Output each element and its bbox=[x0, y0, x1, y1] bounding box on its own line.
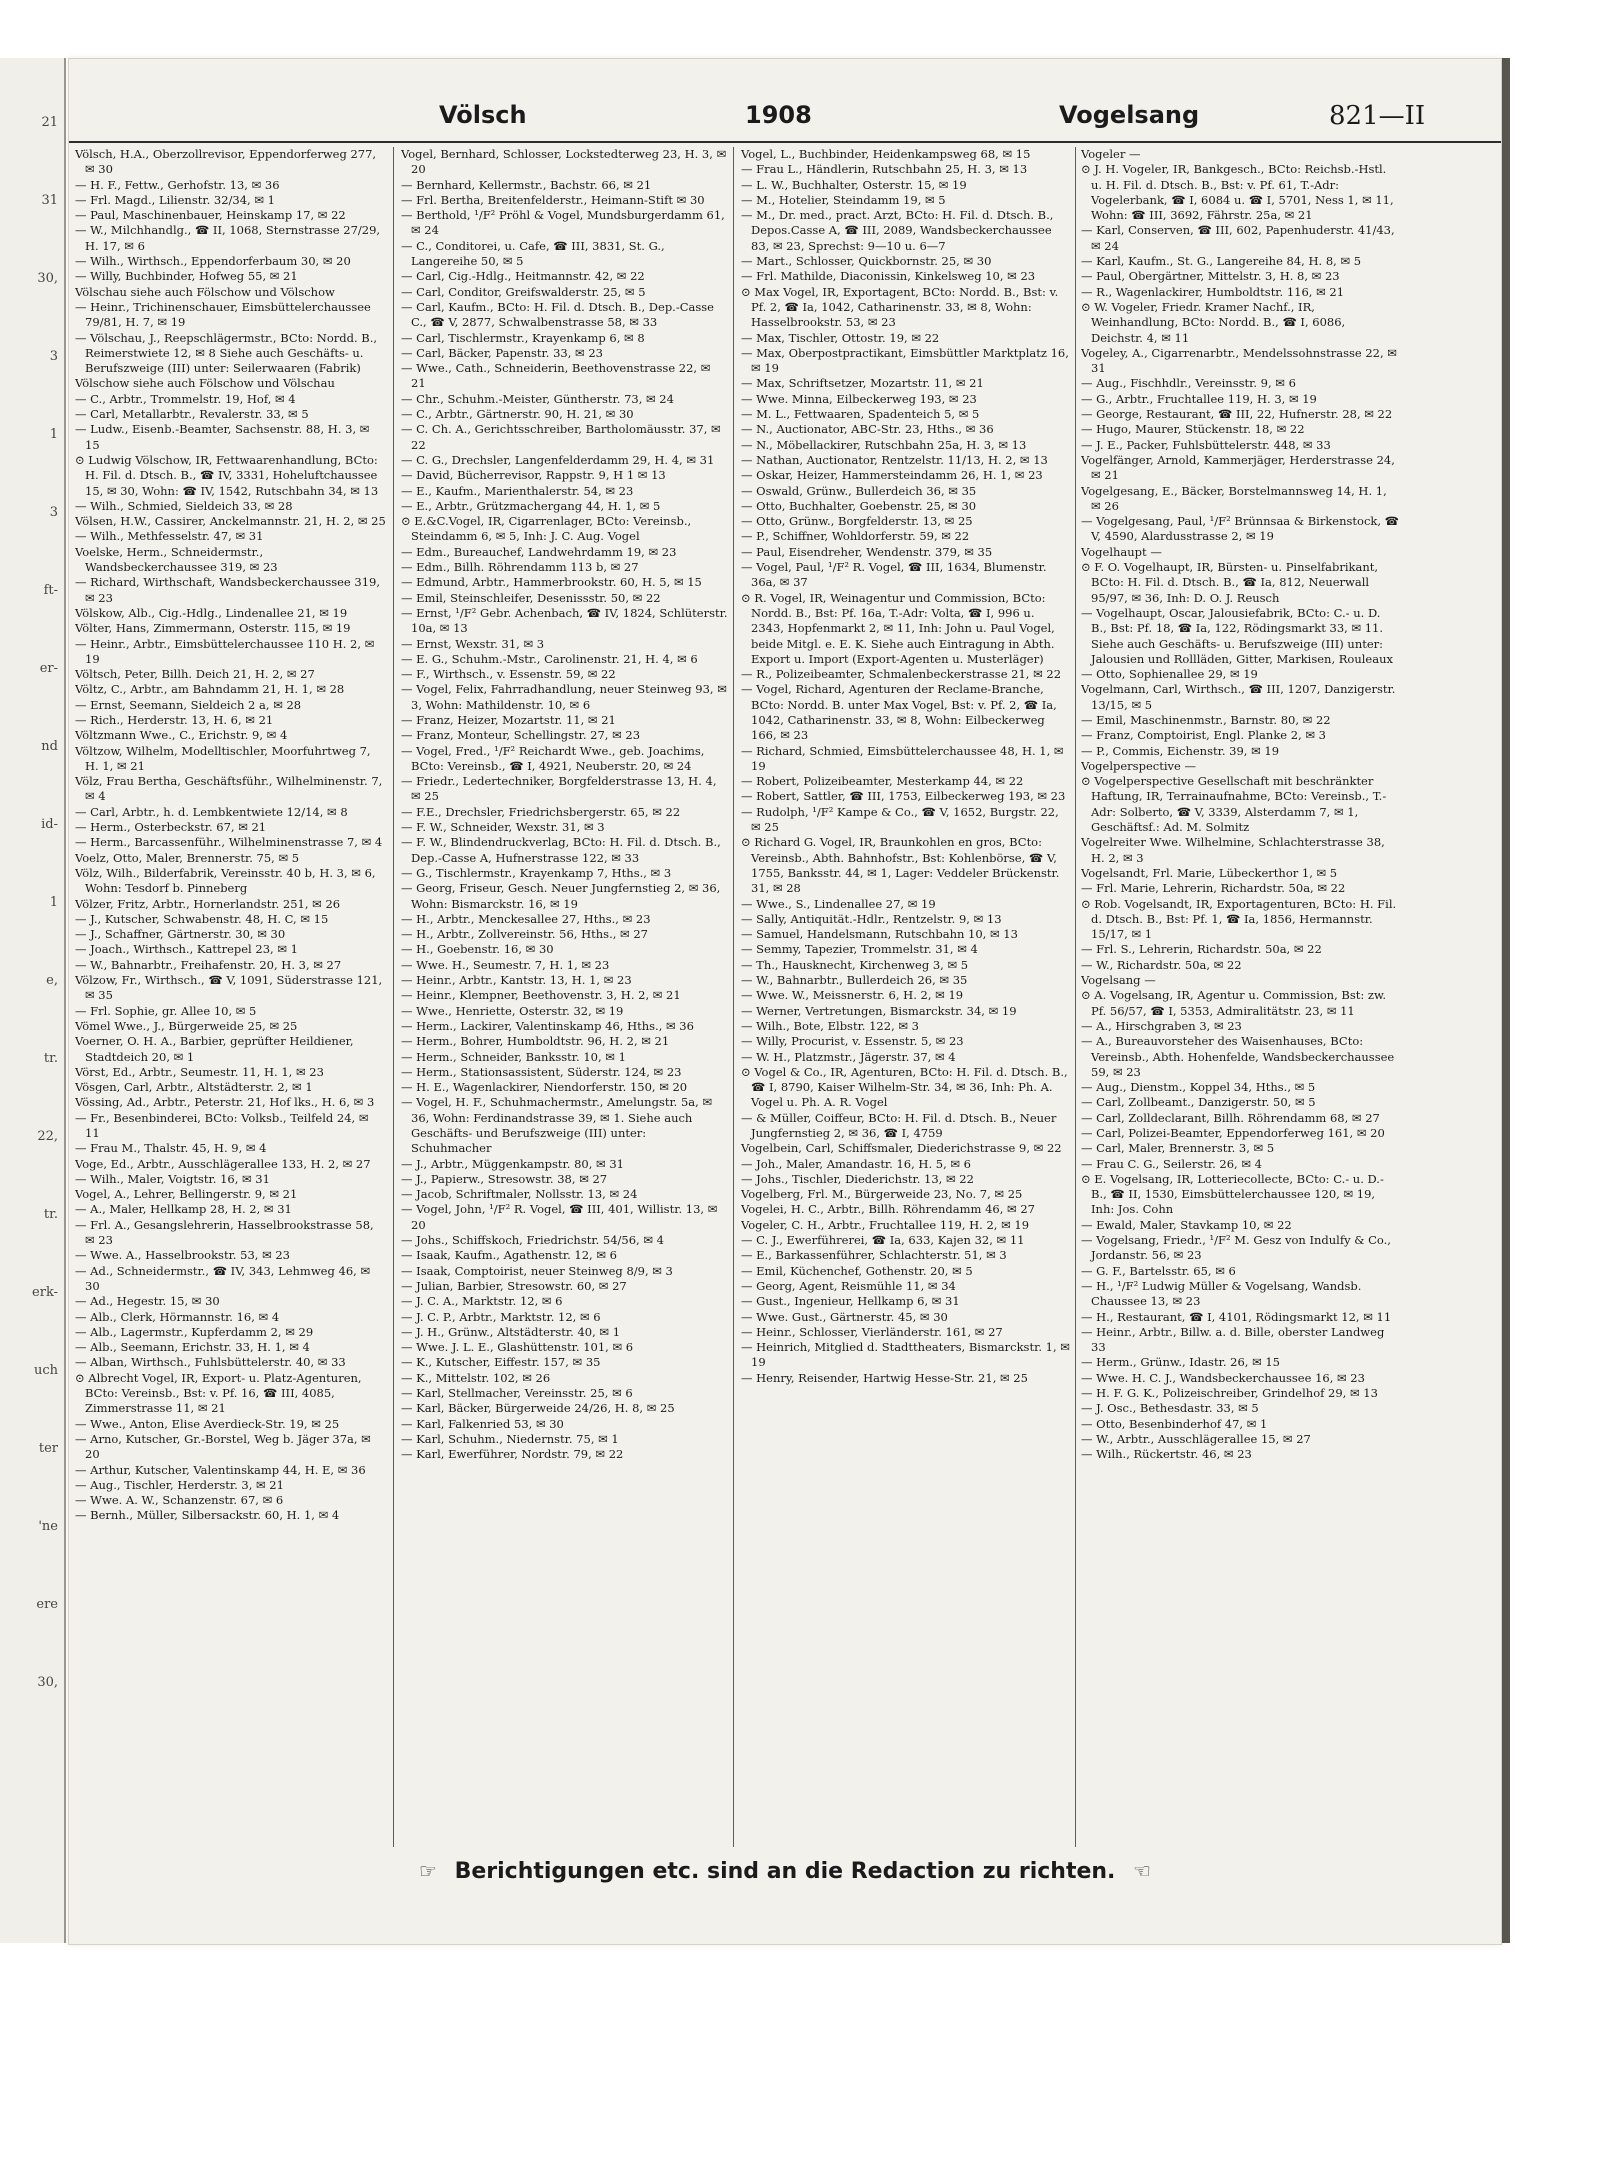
directory-entry: — Otto, Besenbinderhof 47, ✉ 1 bbox=[1081, 1416, 1268, 1431]
directory-entry: — Emil, Maschinenmstr., Barnstr. 80, ✉ 22 bbox=[1081, 712, 1331, 727]
directory-entry: — Frl. A., Gesangslehrerin, Hasselbrookstrasse 58, ✉ 23 bbox=[75, 1217, 374, 1248]
directory-entry: — A., Hirschgraben 3, ✉ 23 bbox=[1081, 1018, 1242, 1033]
directory-entry: — G., Arbtr., Fruchtallee 119, H. 3, ✉ 19 bbox=[1081, 391, 1317, 406]
directory-entry: — Franz, Monteur, Schellingstr. 27, ✉ 23 bbox=[401, 728, 641, 743]
directory-entry: — Ernst, Seemann, Sieldeich 2 a, ✉ 28 bbox=[75, 697, 302, 712]
directory-entry: — N., Möbellackirer, Rutschbahn 25a, H. 3, ✉ 13 bbox=[741, 437, 1027, 452]
directory-entry: — Johs., Schiffskoch, Friedrichstr. 54/56, ✉ 4 bbox=[401, 1233, 664, 1248]
column-3 bbox=[741, 147, 1071, 1847]
directory-entry: — Samuel, Handelsmann, Rutschbahn 10, ✉ 13 bbox=[741, 927, 1018, 942]
directory-entry: — Wilh., Rückertstr. 46, ✉ 23 bbox=[1081, 1447, 1252, 1462]
directory-entry: — Wilh., Schmied, Sieldeich 33, ✉ 28 bbox=[75, 498, 293, 513]
directory-entry: Völzer, Fritz, Arbtr., Hornerlandstr. 251, ✉ 26 bbox=[75, 896, 341, 911]
directory-entry: Vogeley, A., Cigarrenarbtr., Mendelssohnstrasse 22, ✉ 31 bbox=[1081, 345, 1397, 376]
directory-entry: — Herm., Grünw., Idastr. 26, ✉ 15 bbox=[1081, 1355, 1280, 1370]
directory-entry: ⊙ Richard G. Vogel, IR, Braunkohlen en gros, BCto: Vereinsb., Abth. Bahnhofstr., Bst: Kohlenbörse, ☎ V, 1755, Banksstr. 44, ✉ 1, Lager: Veddeler Brückenstr. 31, ✉ 28 bbox=[741, 835, 1060, 896]
directory-entry: — Paul, Obergärtner, Mittelstr. 3, H. 8, ✉ 23 bbox=[1081, 269, 1340, 284]
directory-entry: Völtzow, Wilhelm, Modelltischler, Moorfuhrtweg 7, H. 1, ✉ 21 bbox=[75, 743, 371, 773]
directory-entry: — Nathan, Auctionator, Rentzelstr. 11/13, H. 2, ✉ 13 bbox=[741, 452, 1048, 467]
directory-entry: — A., Maler, Hellkamp 28, H. 2, ✉ 31 bbox=[75, 1202, 292, 1217]
header-rule bbox=[69, 141, 1501, 143]
directory-entry: — & Müller, Coiffeur, BCto: H. Fil. d. Dtsch. B., Neuer Jungfernstieg 2, ✉ 36, ☎ I, 4759 bbox=[741, 1110, 1057, 1140]
directory-entry: — J. E., Packer, Fuhlsbüttelerstr. 448, ✉ 33 bbox=[1081, 437, 1331, 452]
directory-entry: — Wilh., Maler, Voigtstr. 16, ✉ 31 bbox=[75, 1171, 270, 1186]
directory-entry: — Bernh., Müller, Silbersackstr. 60, H. 1, ✉ 4 bbox=[75, 1508, 340, 1523]
directory-entry: — W., Bahnarbtr., Bullerdeich 26, ✉ 35 bbox=[741, 973, 968, 988]
directory-entry: — Max, Schriftsetzer, Mozartstr. 11, ✉ 21 bbox=[741, 376, 984, 391]
directory-columns bbox=[69, 147, 1501, 1847]
directory-entry: — Alb., Seemann, Erichstr. 33, H. 1, ✉ 4 bbox=[75, 1340, 310, 1355]
directory-entry: — Carl, Bäcker, Papenstr. 33, ✉ 23 bbox=[401, 345, 603, 360]
directory-entry: — Alban, Wirthsch., Fuhlsbüttelerstr. 40, ✉ 33 bbox=[75, 1355, 346, 1370]
directory-entry: — Vogel, Fred., ¹/F² Reichardt Wwe., geb. Joachims, BCto: Vereinsb., ☎ I, 4921, Neuberstr. 20, ✉ 24 bbox=[401, 743, 705, 773]
directory-entry: — Carl, Tischlermstr., Krayenkamp 6, ✉ 8 bbox=[401, 330, 645, 345]
directory-entry: — Karl, Bäcker, Bürgerweide 24/26, H. 8, ✉ 25 bbox=[401, 1401, 675, 1416]
directory-entry: — Mart., Schlosser, Quickbornstr. 25, ✉ 30 bbox=[741, 254, 992, 269]
page-number: 821—II bbox=[1329, 101, 1426, 131]
directory-entry: — Sally, Antiquität.-Hdlr., Rentzelstr. 9, ✉ 13 bbox=[741, 911, 1002, 926]
directory-entry: — Wwe. H. C. J., Wandsbeckerchaussee 16, ✉ 23 bbox=[1081, 1370, 1365, 1385]
edge-fragment: ere bbox=[36, 1597, 58, 1612]
directory-entry: — Th., Hausknecht, Kirchenweg 3, ✉ 5 bbox=[741, 957, 969, 972]
directory-entry: — C., Arbtr., Trommelstr. 19, Hof, ✉ 4 bbox=[75, 391, 296, 406]
directory-entry: — Herm., Barcassenführ., Wilhelminenstrasse 7, ✉ 4 bbox=[75, 835, 383, 850]
edge-fragment: tr. bbox=[43, 1051, 58, 1066]
directory-entry: — P., Schiffner, Wohldorferstr. 59, ✉ 22 bbox=[741, 529, 970, 544]
directory-entry: Vogelsang — bbox=[1081, 973, 1156, 988]
directory-entry: — Vogel, Richard, Agenturen der Reclame-Branche, BCto: Nordd. B. unter Max Vogel, Bst: v. Pf. 2, ☎ Ia, 1042, Catharinenstr. 33, ✉ 8, Wohn: Eilbeckerweg 166, ✉ 23 bbox=[741, 682, 1057, 743]
directory-entry: — Chr., Schuhm.-Meister, Güntherstr. 73, ✉ 24 bbox=[401, 391, 674, 406]
directory-entry: — Carl, Conditor, Greifswalderstr. 25, ✉ 5 bbox=[401, 284, 646, 299]
directory-entry: — C. Ch. A., Gerichtsschreiber, Bartholomäusstr. 37, ✉ 22 bbox=[401, 422, 721, 452]
directory-entry: Vössing, Ad., Arbtr., Peterstr. 21, Hof lks., H. 6, ✉ 3 bbox=[75, 1095, 375, 1110]
directory-entry: — Vogel, Felix, Fahrradhandlung, neuer Steinweg 93, ✉ 3, Wohn: Mathildenstr. 10, ✉ 6 bbox=[401, 682, 727, 712]
directory-entry: — H. F. G. K., Polizeischreiber, Grindelhof 29, ✉ 13 bbox=[1081, 1386, 1378, 1401]
directory-entry: — Heinrich, Mitglied d. Stadttheaters, Bismarckstr. 1, ✉ 19 bbox=[741, 1340, 1070, 1370]
page-header bbox=[69, 59, 1501, 139]
directory-entry: — Frl. Magd., Lilienstr. 32/34, ✉ 1 bbox=[75, 192, 275, 207]
directory-entry: Völsch, H.A., Oberzollrevisor, Eppendorferweg 277, ✉ 30 bbox=[75, 147, 377, 177]
directory-entry: — A., Bureauvorsteher des Waisenhauses, BCto: Vereinsb., Abth. Hohenfelde, Wandsbeckerchaussee 59, ✉ 23 bbox=[1081, 1034, 1395, 1079]
directory-entry: Voelz, Otto, Maler, Brennerstr. 75, ✉ 5 bbox=[75, 850, 300, 865]
directory-entry: Vogelbein, Carl, Schiffsmaler, Diederichstrasse 9, ✉ 22 bbox=[741, 1141, 1062, 1156]
directory-entry: — Richard, Wirthschaft, Wandsbeckerchaussee 319, ✉ 23 bbox=[75, 575, 380, 605]
directory-entry: Vogelei, H. C., Arbtr., Billh. Röhrendamm 46, ✉ 27 bbox=[741, 1202, 1035, 1217]
edge-fragment: ter bbox=[38, 1441, 58, 1456]
edge-fragment: uch bbox=[33, 1363, 58, 1378]
directory-entry: — M., Dr. med., pract. Arzt, BCto: H. Fil. d. Dtsch. B., Depos.Casse A, ☎ III, 2089, Wandsbeckerchaussee 83, ✉ 23, Sprechst: 9—10 u. 6—7 bbox=[741, 208, 1054, 253]
directory-entry: — Vogel, Paul, ¹/F² R. Vogel, ☎ III, 1634, Blumenstr. 36a, ✉ 37 bbox=[741, 560, 1047, 590]
directory-entry: — Frl. Marie, Lehrerin, Richardstr. 50a, ✉ 22 bbox=[1081, 881, 1346, 896]
directory-entry: — Paul, Eisendreher, Wendenstr. 379, ✉ 35 bbox=[741, 544, 993, 559]
directory-entry: — N., Auctionator, ABC-Str. 23, Hths., ✉ 36 bbox=[741, 422, 994, 437]
directory-entry: — Wwe. W., Meissnerstr. 6, H. 2, ✉ 19 bbox=[741, 988, 964, 1003]
header-year: 1908 bbox=[745, 101, 812, 129]
directory-entry: Völter, Hans, Zimmermann, Osterstr. 115, ✉ 19 bbox=[75, 621, 351, 636]
directory-entry: — Fr., Besenbinderei, BCto: Volksb., Teilfeld 24, ✉ 11 bbox=[75, 1110, 369, 1140]
directory-entry: — Vogel, H. F., Schuhmachermstr., Amelungstr. 5a, ✉ 36, Wohn: Ferdinandstrasse 39, ✉ 1. Siehe auch Geschäfts- und Berufszweige (III) unter: Schuhmacher bbox=[401, 1095, 713, 1156]
directory-entry: Voelske, Herm., Schneidermstr., Wandsbeckerchaussee 319, ✉ 23 bbox=[75, 544, 278, 575]
directory-entry: — Julian, Barbier, Stresowstr. 60, ✉ 27 bbox=[401, 1278, 627, 1293]
directory-entry: — C., Arbtr., Gärtnerstr. 90, H. 21, ✉ 30 bbox=[401, 407, 634, 422]
directory-entry: — Aug., Dienstm., Koppel 34, Hths., ✉ 5 bbox=[1081, 1080, 1316, 1095]
directory-entry: — Otto, Buchhalter, Goebenstr. 25, ✉ 30 bbox=[741, 498, 977, 513]
directory-entry: ⊙ Vogelperspective Gesellschaft mit beschränkter Haftung, IR, Terrainaufnahme, BCto: Vereinsb., T.-Adr: Solberto, ☎ V, 3339, Alsterdamm 7, ✉ 1, Geschäftsf.: Ad. M. Solmitz bbox=[1081, 774, 1387, 835]
directory-entry: — Vogelgesang, Paul, ¹/F² Brünnsaa & Birkenstock, ☎ V, 4590, Alardusstrasse 2, ✉ 19 bbox=[1081, 514, 1399, 544]
directory-entry: — M. L., Fettwaaren, Spadenteich 5, ✉ 5 bbox=[741, 407, 980, 422]
directory-entry: — C. J., Ewerführerei, ☎ Ia, 633, Kajen 32, ✉ 11 bbox=[741, 1233, 1025, 1248]
directory-entry: — Wwe. Gust., Gärtnerstr. 45, ✉ 30 bbox=[741, 1309, 948, 1324]
directory-entry: Völschow siehe auch Fölschow und Völschau bbox=[75, 376, 335, 391]
edge-fragment: 'ne bbox=[38, 1519, 58, 1534]
directory-entry: — Bernhard, Kellermstr., Bachstr. 66, ✉ 21 bbox=[401, 177, 652, 192]
directory-entry: — Richard, Schmied, Eimsbüttelerchaussee 48, H. 1, ✉ 19 bbox=[741, 743, 1064, 773]
edge-fragment: 3 bbox=[49, 505, 58, 520]
directory-entry: — Ewald, Maler, Stavkamp 10, ✉ 22 bbox=[1081, 1217, 1292, 1232]
directory-entry: — Vogelhaupt, Oscar, Jalousiefabrik, BCto: C.- u. D. B., Bst: Pf. 18, ☎ Ia, 122, Rödingsmarkt 33, ✉ 11. Siehe auch Geschäfts- u. Berufszweige (III) unter: Jalousien und Rollläden, Gitter, Markisen, Rouleaux bbox=[1081, 605, 1393, 666]
directory-entry: — Willy, Procurist, v. Essenstr. 5, ✉ 23 bbox=[741, 1034, 964, 1049]
directory-entry: — Frl. Sophie, gr. Allee 10, ✉ 5 bbox=[75, 1003, 257, 1018]
directory-entry: — E., Arbtr., Grützmachergang 44, H. 1, ✉ 5 bbox=[401, 498, 661, 513]
directory-entry: Vömel Wwe., J., Bürgerweide 25, ✉ 25 bbox=[75, 1018, 298, 1033]
directory-entry: — Herm., Lackirer, Valentinskamp 46, Hths., ✉ 36 bbox=[401, 1018, 694, 1033]
directory-entry: — Herm., Schneider, Banksstr. 10, ✉ 1 bbox=[401, 1049, 626, 1064]
directory-entry: — J., Kutscher, Schwabenstr. 48, H. C, ✉ 15 bbox=[75, 911, 329, 926]
directory-entry: — Ad., Hegestr. 15, ✉ 30 bbox=[75, 1294, 220, 1309]
directory-entry: — J. C. A., Marktstr. 12, ✉ 6 bbox=[401, 1294, 563, 1309]
edge-fragment: tr. bbox=[43, 1207, 58, 1222]
column-divider bbox=[1075, 147, 1076, 1847]
edge-fragment: ft- bbox=[43, 583, 58, 598]
directory-entry: — Wwe. A. W., Schanzenstr. 67, ✉ 6 bbox=[75, 1493, 284, 1508]
edge-fragment: 30, bbox=[37, 271, 58, 286]
header-last-entry: Vogelsang bbox=[1059, 101, 1200, 129]
directory-entry: — Wwe., Anton, Elise Averdieck-Str. 19, ✉ 25 bbox=[75, 1416, 340, 1431]
directory-entry: Voerner, O. H. A., Barbier, geprüfter Heildiener, Stadtdeich 20, ✉ 1 bbox=[75, 1034, 354, 1064]
directory-entry: — H., Goebenstr. 16, ✉ 30 bbox=[401, 942, 554, 957]
directory-entry: — Carl, Polizei-Beamter, Eppendorferweg 161, ✉ 20 bbox=[1081, 1126, 1385, 1140]
page-footer bbox=[69, 1859, 1501, 1884]
directory-entry: — Ernst, Wexstr. 31, ✉ 3 bbox=[401, 636, 545, 651]
directory-entry: — Emil, Steinschleifer, Desenissstr. 50, ✉ 22 bbox=[401, 590, 661, 605]
directory-entry: — Frl. Bertha, Breitenfelderstr., Heimann-Stift ✉ 30 bbox=[401, 192, 705, 207]
directory-entry: — Frl. S., Lehrerin, Richardstr. 50a, ✉ 22 bbox=[1081, 942, 1322, 957]
directory-entry: — H., Arbtr., Zollvereinstr. 56, Hths., ✉ 27 bbox=[401, 927, 648, 942]
directory-entry: Vogelhaupt — bbox=[1081, 544, 1162, 559]
directory-entry: ⊙ Max Vogel, IR, Exportagent, BCto: Nordd. B., Bst: v. Pf. 2, ☎ Ia, 1042, Catharinenstr. 33, ✉ 8, Wohn: Hasselbrookstr. 53, ✉ 23 bbox=[741, 284, 1059, 330]
edge-fragment: e, bbox=[46, 973, 58, 988]
directory-entry: — Frau C. G., Seilerstr. 26, ✉ 4 bbox=[1081, 1156, 1262, 1171]
directory-entry: Völz, Wilh., Bilderfabrik, Vereinsstr. 40 b, H. 3, ✉ 6, Wohn: Tesdorf b. Pinneberg bbox=[75, 865, 376, 896]
directory-entry: — Max, Oberpostpractikant, Eimsbüttler Marktplatz 16, ✉ 19 bbox=[741, 345, 1069, 376]
directory-entry: — Friedr., Ledertechniker, Borgfelderstrasse 13, H. 4, ✉ 25 bbox=[401, 774, 717, 804]
directory-entry: Völsen, H.W., Cassirer, Anckelmannstr. 21, H. 2, ✉ 25 bbox=[75, 514, 386, 529]
directory-entry: — W. H., Platzmstr., Jägerstr. 37, ✉ 4 bbox=[741, 1049, 956, 1064]
column-1 bbox=[75, 147, 386, 1847]
directory-entry: — Carl, Zolldeclarant, Billh. Röhrendamm 68, ✉ 27 bbox=[1081, 1110, 1380, 1125]
directory-entry: — Max, Tischler, Ottostr. 19, ✉ 22 bbox=[741, 330, 940, 345]
directory-entry: — Karl, Falkenried 53, ✉ 30 bbox=[401, 1416, 564, 1431]
directory-entry: — Völschau, J., Reepschlägermstr., BCto: Nordd. B., Reimerstwiete 12, ✉ 8 Siehe auch Geschäfts- u. Berufszweige (III) unter: Seilerwaaren (Fabrik) bbox=[75, 330, 378, 376]
directory-entry: — Isaak, Kaufm., Agathenstr. 12, ✉ 6 bbox=[401, 1248, 617, 1263]
directory-entry: — J., Schaffner, Gärtnerstr. 30, ✉ 30 bbox=[75, 927, 286, 942]
edge-fragment: 31 bbox=[41, 193, 58, 208]
directory-entry: — M., Hotelier, Steindamm 19, ✉ 5 bbox=[741, 192, 946, 207]
directory-entry: — E., Kaufm., Marienthalerstr. 54, ✉ 23 bbox=[401, 483, 634, 498]
directory-entry: — Isaak, Comptoirist, neuer Steinweg 8/9, ✉ 3 bbox=[401, 1263, 673, 1278]
directory-entry: — Joh., Maler, Amandastr. 16, H. 5, ✉ 6 bbox=[741, 1156, 971, 1171]
edge-fragment: 21 bbox=[41, 115, 58, 130]
directory-entry: — Wwe. A., Hasselbrookstr. 53, ✉ 23 bbox=[75, 1248, 290, 1263]
edge-fragment: 1 bbox=[49, 427, 58, 442]
directory-entry: Völtzmann Wwe., C., Erichstr. 9, ✉ 4 bbox=[75, 728, 288, 743]
directory-entry: — Gust., Ingenieur, Hellkamp 6, ✉ 31 bbox=[741, 1294, 960, 1309]
directory-entry: Völtz, C., Arbtr., am Bahndamm 21, H. 1, ✉ 28 bbox=[75, 682, 345, 697]
directory-entry: — Wwe. Minna, Eilbeckerweg 193, ✉ 23 bbox=[741, 391, 977, 406]
directory-entry: — J., Papierw., Stresowstr. 38, ✉ 27 bbox=[401, 1171, 608, 1186]
directory-entry: — Arthur, Kutscher, Valentinskamp 44, H. E, ✉ 36 bbox=[75, 1462, 366, 1477]
directory-entry: — Wwe., Cath., Schneiderin, Beethovenstrasse 22, ✉ 21 bbox=[401, 361, 711, 391]
directory-entry: ⊙ Rob. Vogelsandt, IR, Exportagenturen, BCto: H. Fil. d. Dtsch. B., Bst: Pf. 1, ☎ Ia, 1856, Hermannstr. 15/17, ✉ 1 bbox=[1081, 896, 1397, 942]
directory-entry: — Carl, Maler, Brennerstr. 3, ✉ 5 bbox=[1081, 1141, 1275, 1156]
edge-fragment: id- bbox=[41, 817, 58, 832]
directory-entry: — W., Bahnarbtr., Freihafenstr. 20, H. 3, ✉ 27 bbox=[75, 957, 342, 972]
directory-entry: — W., Milchhandlg., ☎ II, 1068, Sternstrasse 27/29, H. 17, ✉ 6 bbox=[75, 223, 381, 253]
directory-entry: ⊙ J. H. Vogeler, IR, Bankgesch., BCto: Reichsb.-Hstl. u. H. Fil. d. Dtsch. B., Bst: v. Pf. 61, T.-Adr: Vogelerbank, ☎ I, 6084 u. ☎ I, 5701, Ness 1, ✉ 11, Wohn: ☎ III, 3692, Fährstr. 25a, ✉ 21 bbox=[1081, 162, 1394, 223]
directory-entry: Vogelberg, Frl. M., Bürgerweide 23, No. 7, ✉ 25 bbox=[741, 1187, 1023, 1202]
directory-entry: — Wwe. H., Seumestr. 7, H. 1, ✉ 23 bbox=[401, 957, 610, 972]
directory-entry: — H., ¹/F² Ludwig Müller & Vogelsang, Wandsb. Chaussee 13, ✉ 23 bbox=[1081, 1278, 1362, 1309]
edge-fragment: 3 bbox=[49, 349, 58, 364]
directory-entry: — Willy, Buchbinder, Hofweg 55, ✉ 21 bbox=[75, 269, 298, 284]
directory-entry: — Ludw., Eisenb.-Beamter, Sachsenstr. 88, H. 3, ✉ 15 bbox=[75, 422, 370, 452]
directory-entry: — Semmy, Tapezier, Trommelstr. 31, ✉ 4 bbox=[741, 942, 978, 957]
directory-entry: — Emil, Küchenchef, Gothenstr. 20, ✉ 5 bbox=[741, 1263, 973, 1278]
directory-entry: — Herm., Bohrer, Humboldtstr. 96, H. 2, ✉ 21 bbox=[401, 1034, 670, 1049]
directory-entry: — E. G., Schuhm.-Mstr., Carolinenstr. 21, H. 4, ✉ 6 bbox=[401, 651, 698, 666]
directory-entry: — C. G., Drechsler, Langenfelderdamm 29, H. 4, ✉ 31 bbox=[401, 452, 715, 467]
directory-entry: — Ernst, ¹/F² Gebr. Achenbach, ☎ IV, 1824, Schlüterstr. 10a, ✉ 13 bbox=[401, 605, 728, 636]
directory-entry: Völskow, Alb., Cig.-Hdlg., Lindenallee 21, ✉ 19 bbox=[75, 605, 348, 620]
directory-entry: — Heinr., Trichinenschauer, Eimsbüttelerchaussee 79/81, H. 7, ✉ 19 bbox=[75, 299, 371, 330]
directory-entry: ⊙ W. Vogeler, Friedr. Kramer Nachf., IR, Weinhandlung, BCto: Nordd. B., ☎ I, 6086, Deichstr. 4, ✉ 11 bbox=[1081, 299, 1346, 345]
directory-entry: — H., Arbtr., Menckesallee 27, Hths., ✉ 23 bbox=[401, 911, 651, 926]
directory-entry: — Wwe. J. L. E., Glashüttenstr. 101, ✉ 6 bbox=[401, 1340, 634, 1355]
directory-entry: — H. E., Wagenlackirer, Niendorferstr. 150, ✉ 20 bbox=[401, 1080, 688, 1095]
footer-notice: Berichtigungen etc. sind an die Redaction zu richten. bbox=[454, 1859, 1116, 1884]
directory-entry: — W., Arbtr., Ausschlägerallee 15, ✉ 27 bbox=[1081, 1431, 1311, 1446]
directory-entry: — Carl, Metallarbtr., Revalerstr. 33, ✉ 5 bbox=[75, 407, 309, 422]
previous-page-edge bbox=[0, 58, 66, 1943]
directory-entry: ⊙ Vogel & Co., IR, Agenturen, BCto: H. Fil. d. Dtsch. B., ☎ I, 8790, Kaiser Wilhelm-Str. 34, ✉ 36, Inh: Ph. A. Vogel u. Ph. A. R. Vogel bbox=[741, 1064, 1068, 1110]
directory-entry: — David, Bücherrevisor, Rappstr. 9, H 1 ✉ 13 bbox=[401, 468, 666, 483]
directory-entry: — P., Commis, Eichenstr. 39, ✉ 19 bbox=[1081, 743, 1280, 758]
directory-entry: — W., Richardstr. 50a, ✉ 22 bbox=[1081, 957, 1242, 972]
directory-entry: — F. W., Blindendruckverlag, BCto: H. Fil. d. Dtsch. B., Dep.-Casse A, Hufnerstrasse 122, ✉ 33 bbox=[401, 835, 721, 865]
directory-entry: — George, Restaurant, ☎ III, 22, Hufnerstr. 28, ✉ 22 bbox=[1081, 407, 1393, 422]
directory-entry: — Heinr., Arbtr., Kantstr. 13, H. 1, ✉ 23 bbox=[401, 973, 632, 988]
directory-entry: — H., Restaurant, ☎ I, 4101, Rödingsmarkt 12, ✉ 11 bbox=[1081, 1309, 1392, 1324]
directory-entry: — Robert, Sattler, ☎ III, 1753, Eilbeckerweg 193, ✉ 23 bbox=[741, 789, 1066, 804]
directory-entry: — R., Polizeibeamter, Schmalenbeckerstrasse 21, ✉ 22 bbox=[741, 667, 1062, 682]
column-divider bbox=[733, 147, 734, 1847]
directory-entry: — G. F., Bartelsstr. 65, ✉ 6 bbox=[1081, 1263, 1236, 1278]
directory-entry: — Jacob, Schriftmaler, Nollsstr. 13, ✉ 24 bbox=[401, 1187, 638, 1202]
directory-entry: Vösgen, Carl, Arbtr., Altstädterstr. 2, ✉ 1 bbox=[75, 1080, 313, 1095]
directory-entry: — K., Mittelstr. 102, ✉ 26 bbox=[401, 1370, 551, 1385]
directory-entry: — Henry, Reisender, Hartwig Hesse-Str. 21, ✉ 25 bbox=[741, 1370, 1028, 1385]
directory-entry: — Karl, Kaufm., St. G., Langereihe 84, H. 8, ✉ 5 bbox=[1081, 254, 1362, 269]
directory-entry: — Werner, Vertretungen, Bismarckstr. 34, ✉ 19 bbox=[741, 1003, 1017, 1018]
directory-entry: — Rudolph, ¹/F² Kampe & Co., ☎ V, 1652, Burgstr. 22, ✉ 25 bbox=[741, 804, 1059, 835]
directory-entry: — Karl, Conserven, ☎ III, 602, Papenhuderstr. 41/43, ✉ 24 bbox=[1081, 223, 1395, 253]
directory-entry: — Ad., Schneidermstr., ☎ IV, 343, Lehmweg 46, ✉ 30 bbox=[75, 1263, 371, 1293]
directory-entry: — Wilh., Methfesselstr. 47, ✉ 31 bbox=[75, 529, 264, 544]
directory-entry: ⊙ E.&C.Vogel, IR, Cigarrenlager, BCto: Vereinsb., Steindamm 6, ✉ 5, Inh: J. C. Aug. Vogel bbox=[401, 514, 692, 544]
directory-entry: Vogel, A., Lehrer, Bellingerstr. 9, ✉ 21 bbox=[75, 1187, 298, 1202]
directory-entry: — Karl, Ewerführer, Nordstr. 79, ✉ 22 bbox=[401, 1447, 624, 1462]
directory-entry: — F., Wirthsch., v. Essenstr. 59, ✉ 22 bbox=[401, 667, 616, 682]
directory-entry: — Georg, Friseur, Gesch. Neuer Jungfernstieg 2, ✉ 36, Wohn: Bismarckstr. 16, ✉ 19 bbox=[401, 881, 721, 911]
directory-entry: — E., Barkassenführer, Schlachterstr. 51, ✉ 3 bbox=[741, 1248, 1007, 1263]
directory-entry: Vogelmann, Carl, Wirthsch., ☎ III, 1207, Danzigerstr. 13/15, ✉ 5 bbox=[1081, 682, 1396, 712]
directory-entry: Völz, Frau Bertha, Geschäftsführ., Wilhelminenstr. 7, ✉ 4 bbox=[75, 774, 383, 804]
pointing-hand-left-icon: ☜ bbox=[1133, 1859, 1152, 1883]
directory-entry: — J., Arbtr., Müggenkampstr. 80, ✉ 31 bbox=[401, 1156, 624, 1171]
directory-entry: Vogelperspective — bbox=[1081, 758, 1196, 773]
directory-entry: ⊙ E. Vogelsang, IR, Lotteriecollecte, BCto: C.- u. D.-B., ☎ II, 1530, Eimsbüttelerchaussee 120, ✉ 19, Inh: Jos. Cohn bbox=[1081, 1171, 1384, 1217]
directory-entry: — Otto, Grünw., Borgfelderstr. 13, ✉ 25 bbox=[741, 514, 973, 529]
directory-entry: — Carl, Cig.-Hdlg., Heitmannstr. 42, ✉ 22 bbox=[401, 269, 645, 284]
directory-entry: — Carl, Kaufm., BCto: H. Fil. d. Dtsch. B., Dep.-Casse C., ☎ V, 2877, Schwalbenstrasse 58, ✉ 33 bbox=[401, 299, 714, 330]
directory-entry: Vogelreiter Wwe. Wilhelmine, Schlachterstrasse 38, H. 2, ✉ 3 bbox=[1081, 835, 1385, 865]
directory-entry: — G., Tischlermstr., Krayenkamp 7, Hths., ✉ 3 bbox=[401, 865, 672, 880]
directory-entry: — K., Kutscher, Eiffestr. 157, ✉ 35 bbox=[401, 1355, 601, 1370]
directory-entry: — Oskar, Heizer, Hammersteindamm 26, H. 1, ✉ 23 bbox=[741, 468, 1043, 483]
directory-entry: Vogel, Bernhard, Schlosser, Lockstedterweg 23, H. 3, ✉ 20 bbox=[401, 147, 727, 177]
directory-entry: — Franz, Heizer, Mozartstr. 11, ✉ 21 bbox=[401, 712, 616, 727]
directory-entry: — Robert, Polizeibeamter, Mesterkamp 44, ✉ 22 bbox=[741, 774, 1024, 789]
directory-entry: — F.E., Drechsler, Friedrichsbergerstr. 65, ✉ 22 bbox=[401, 804, 681, 819]
directory-entry: — Wwe., Henriette, Osterstr. 32, ✉ 19 bbox=[401, 1003, 624, 1018]
directory-entry: — Franz, Comptoirist, Engl. Planke 2, ✉ 3 bbox=[1081, 728, 1326, 743]
directory-entry: — Oswald, Grünw., Bullerdeich 36, ✉ 35 bbox=[741, 483, 977, 498]
edge-fragment: nd bbox=[41, 739, 58, 754]
directory-entry: — Georg, Agent, Reismühle 11, ✉ 34 bbox=[741, 1278, 956, 1293]
directory-entry: — Heinr., Schlosser, Vierländerstr. 161, ✉ 27 bbox=[741, 1324, 1003, 1339]
directory-entry: — Edmund, Arbtr., Hammerbrookstr. 60, H. 5, ✉ 15 bbox=[401, 575, 702, 590]
directory-entry: — Karl, Stellmacher, Vereinsstr. 25, ✉ 6 bbox=[401, 1386, 633, 1401]
directory-entry: — Wilh., Wirthsch., Eppendorferbaum 30, ✉ 20 bbox=[75, 254, 351, 269]
edge-fragment: erk- bbox=[32, 1285, 58, 1300]
directory-entry: — Frl. Mathilde, Diaconissin, Kinkelsweg 10, ✉ 23 bbox=[741, 269, 1036, 284]
directory-entry: Vogelfänger, Arnold, Kammerjäger, Herderstrasse 24, ✉ 21 bbox=[1081, 452, 1395, 483]
directory-entry: Voge, Ed., Arbtr., Ausschlägerallee 133, H. 2, ✉ 27 bbox=[75, 1156, 371, 1171]
directory-entry: — R., Wagenlackirer, Humboldtstr. 116, ✉ 21 bbox=[1081, 284, 1345, 299]
directory-entry: — Otto, Sophienallee 29, ✉ 19 bbox=[1081, 667, 1258, 682]
directory-entry: — Heinr., Arbtr., Billw. a. d. Bille, oberster Landweg 33 bbox=[1081, 1324, 1385, 1355]
directory-entry: ⊙ A. Vogelsang, IR, Agentur u. Commission, Bst: zw. Pf. 56/57, ☎ I, 5353, Admiralitätstr. 23, ✉ 11 bbox=[1081, 988, 1387, 1018]
directory-entry: — Rich., Herderstr. 13, H. 6, ✉ 21 bbox=[75, 712, 274, 727]
column-2 bbox=[401, 147, 728, 1847]
directory-entry: Vogelsandt, Frl. Marie, Lübeckerthor 1, ✉ 5 bbox=[1081, 865, 1338, 880]
header-first-entry: Völsch bbox=[439, 101, 527, 129]
directory-entry: — Carl, Zollbeamt., Danzigerstr. 50, ✉ 5 bbox=[1081, 1095, 1316, 1110]
pointing-hand-right-icon: ☞ bbox=[418, 1859, 437, 1883]
directory-entry: — Aug., Tischler, Herderstr. 3, ✉ 21 bbox=[75, 1477, 284, 1492]
directory-entry: — Hugo, Maurer, Stückenstr. 18, ✉ 22 bbox=[1081, 422, 1305, 437]
directory-entry: — Berthold, ¹/F² Pröhl & Vogel, Mundsburgerdamm 61, ✉ 24 bbox=[401, 208, 725, 238]
directory-entry: ⊙ Ludwig Völschow, IR, Fettwaarenhandlung, BCto: H. Fil. d. Dtsch. B., ☎ IV, 3331, Hoheluftchaussee 15, ✉ 30, Wohn: ☎ IV, 1542, Rutschbahn 34, ✉ 13 bbox=[75, 452, 379, 498]
directory-entry: Völtsch, Peter, Billh. Deich 21, H. 2, ✉ 27 bbox=[75, 667, 315, 682]
directory-entry: — Paul, Maschinenbauer, Heinskamp 17, ✉ 22 bbox=[75, 208, 346, 223]
directory-entry: — C., Conditorei, u. Cafe, ☎ III, 3831, St. G., Langereihe 50, ✉ 5 bbox=[401, 238, 665, 269]
directory-entry: — Karl, Schuhm., Niedernstr. 75, ✉ 1 bbox=[401, 1431, 619, 1446]
directory-entry: — Alb., Lagermstr., Kupferdamm 2, ✉ 29 bbox=[75, 1324, 314, 1339]
directory-entry: — Herm., Osterbeckstr. 67, ✉ 21 bbox=[75, 820, 267, 835]
directory-entry: — Edm., Billh. Röhrendamm 113 b, ✉ 27 bbox=[401, 560, 639, 575]
directory-entry: — Frau M., Thalstr. 45, H. 9, ✉ 4 bbox=[75, 1141, 267, 1156]
directory-entry: Vogel, L., Buchbinder, Heidenkampsweg 68, ✉ 15 bbox=[741, 147, 1031, 161]
directory-entry: — L. W., Buchhalter, Osterstr. 15, ✉ 19 bbox=[741, 177, 967, 192]
directory-entry: — Frau L., Händlerin, Rutschbahn 25, H. 3, ✉ 13 bbox=[741, 162, 1028, 177]
directory-entry: Vogeler — bbox=[1081, 147, 1141, 161]
edge-fragment: 30, bbox=[37, 1675, 58, 1690]
directory-entry: — Joach., Wirthsch., Kattrepel 23, ✉ 1 bbox=[75, 942, 298, 957]
directory-entry: — Alb., Clerk, Hörmannstr. 16, ✉ 4 bbox=[75, 1309, 280, 1324]
directory-entry: ⊙ Albrecht Vogel, IR, Export- u. Platz-Agenturen, BCto: Vereinsb., Bst: v. Pf. 16, ☎ III, 4085, Zimmerstrasse 11, ✉ 21 bbox=[75, 1370, 362, 1416]
directory-entry: Vogelgesang, E., Bäcker, Borstelmannsweg 14, H. 1, ✉ 26 bbox=[1081, 483, 1387, 513]
directory-entry: ⊙ F. O. Vogelhaupt, IR, Bürsten- u. Pinselfabrikant, BCto: H. Fil. d. Dtsch. B., ☎ Ia, 812, Neuerwall 95/97, ✉ 36, Inh: D. O. J. Reusch bbox=[1081, 560, 1379, 605]
edge-fragment: er- bbox=[39, 661, 58, 676]
directory-entry: — Aug., Fischhdlr., Vereinsstr. 9, ✉ 6 bbox=[1081, 376, 1296, 391]
directory-entry: Vogeler, C. H., Arbtr., Fruchtallee 119, H. 2, ✉ 19 bbox=[741, 1217, 1030, 1232]
directory-entry: — H. F., Fettw., Gerhofstr. 13, ✉ 36 bbox=[75, 177, 280, 192]
directory-entry: — Wwe., S., Lindenallee 27, ✉ 19 bbox=[741, 896, 936, 911]
directory-entry: Völschau siehe auch Fölschow und Völschow bbox=[75, 284, 335, 299]
directory-entry: — Johs., Tischler, Diederichstr. 13, ✉ 22 bbox=[741, 1171, 974, 1186]
edge-fragment: 1 bbox=[49, 895, 58, 910]
directory-entry: — Carl, Arbtr., h. d. Lembkentwiete 12/14, ✉ 8 bbox=[75, 804, 348, 819]
directory-page bbox=[68, 58, 1502, 1945]
directory-entry: — Herm., Stationsassistent, Süderstr. 124, ✉ 23 bbox=[401, 1064, 682, 1079]
edge-fragment: 22, bbox=[37, 1129, 58, 1144]
directory-entry: Vörst, Ed., Arbtr., Seumestr. 11, H. 1, ✉ 23 bbox=[75, 1064, 324, 1079]
column-divider bbox=[393, 147, 394, 1847]
directory-entry: — Arno, Kutscher, Gr.-Borstel, Weg b. Jäger 37a, ✉ 20 bbox=[75, 1431, 371, 1462]
directory-entry: — Heinr., Arbtr., Eimsbüttelerchaussee 110 H. 2, ✉ 19 bbox=[75, 636, 375, 666]
directory-entry: — Wilh., Bote, Elbstr. 122, ✉ 3 bbox=[741, 1018, 919, 1033]
directory-entry: — Edm., Bureauchef, Landwehrdamm 19, ✉ 23 bbox=[401, 544, 677, 559]
directory-entry: Völzow, Fr., Wirthsch., ☎ V, 1091, Süderstrasse 121, ✉ 35 bbox=[75, 973, 383, 1003]
directory-entry: — Vogel, John, ¹/F² R. Vogel, ☎ III, 401, Willistr. 13, ✉ 20 bbox=[401, 1202, 718, 1232]
directory-entry: — Vogelsang, Friedr., ¹/F² M. Gesz von Indulfy & Co., Jordanstr. 56, ✉ 23 bbox=[1081, 1233, 1391, 1263]
column-4 bbox=[1081, 147, 1399, 1847]
directory-entry: — J. C. P., Arbtr., Marktstr. 12, ✉ 6 bbox=[401, 1309, 601, 1324]
directory-entry: — J. Osc., Bethesdastr. 33, ✉ 5 bbox=[1081, 1401, 1259, 1416]
directory-entry: — J. H., Grünw., Altstädterstr. 40, ✉ 1 bbox=[401, 1324, 621, 1339]
directory-entry: — Heinr., Klempner, Beethovenstr. 3, H. 2, ✉ 21 bbox=[401, 988, 681, 1003]
directory-entry: ⊙ R. Vogel, IR, Weinagentur und Commission, BCto: Nordd. B., Bst: Pf. 16a, T.-Adr: Volta, ☎ I, 996 u. 2343, Hopfenmarkt 2, ✉ 11, Inh: John u. Paul Vogel, beide Mitgl. e. E. K. Siehe auch Eintragung in Abth. Export u. Import (Export-Agenten u. Musterläger) bbox=[741, 590, 1055, 666]
directory-entry: — F. W., Schneider, Wexstr. 31, ✉ 3 bbox=[401, 820, 605, 835]
